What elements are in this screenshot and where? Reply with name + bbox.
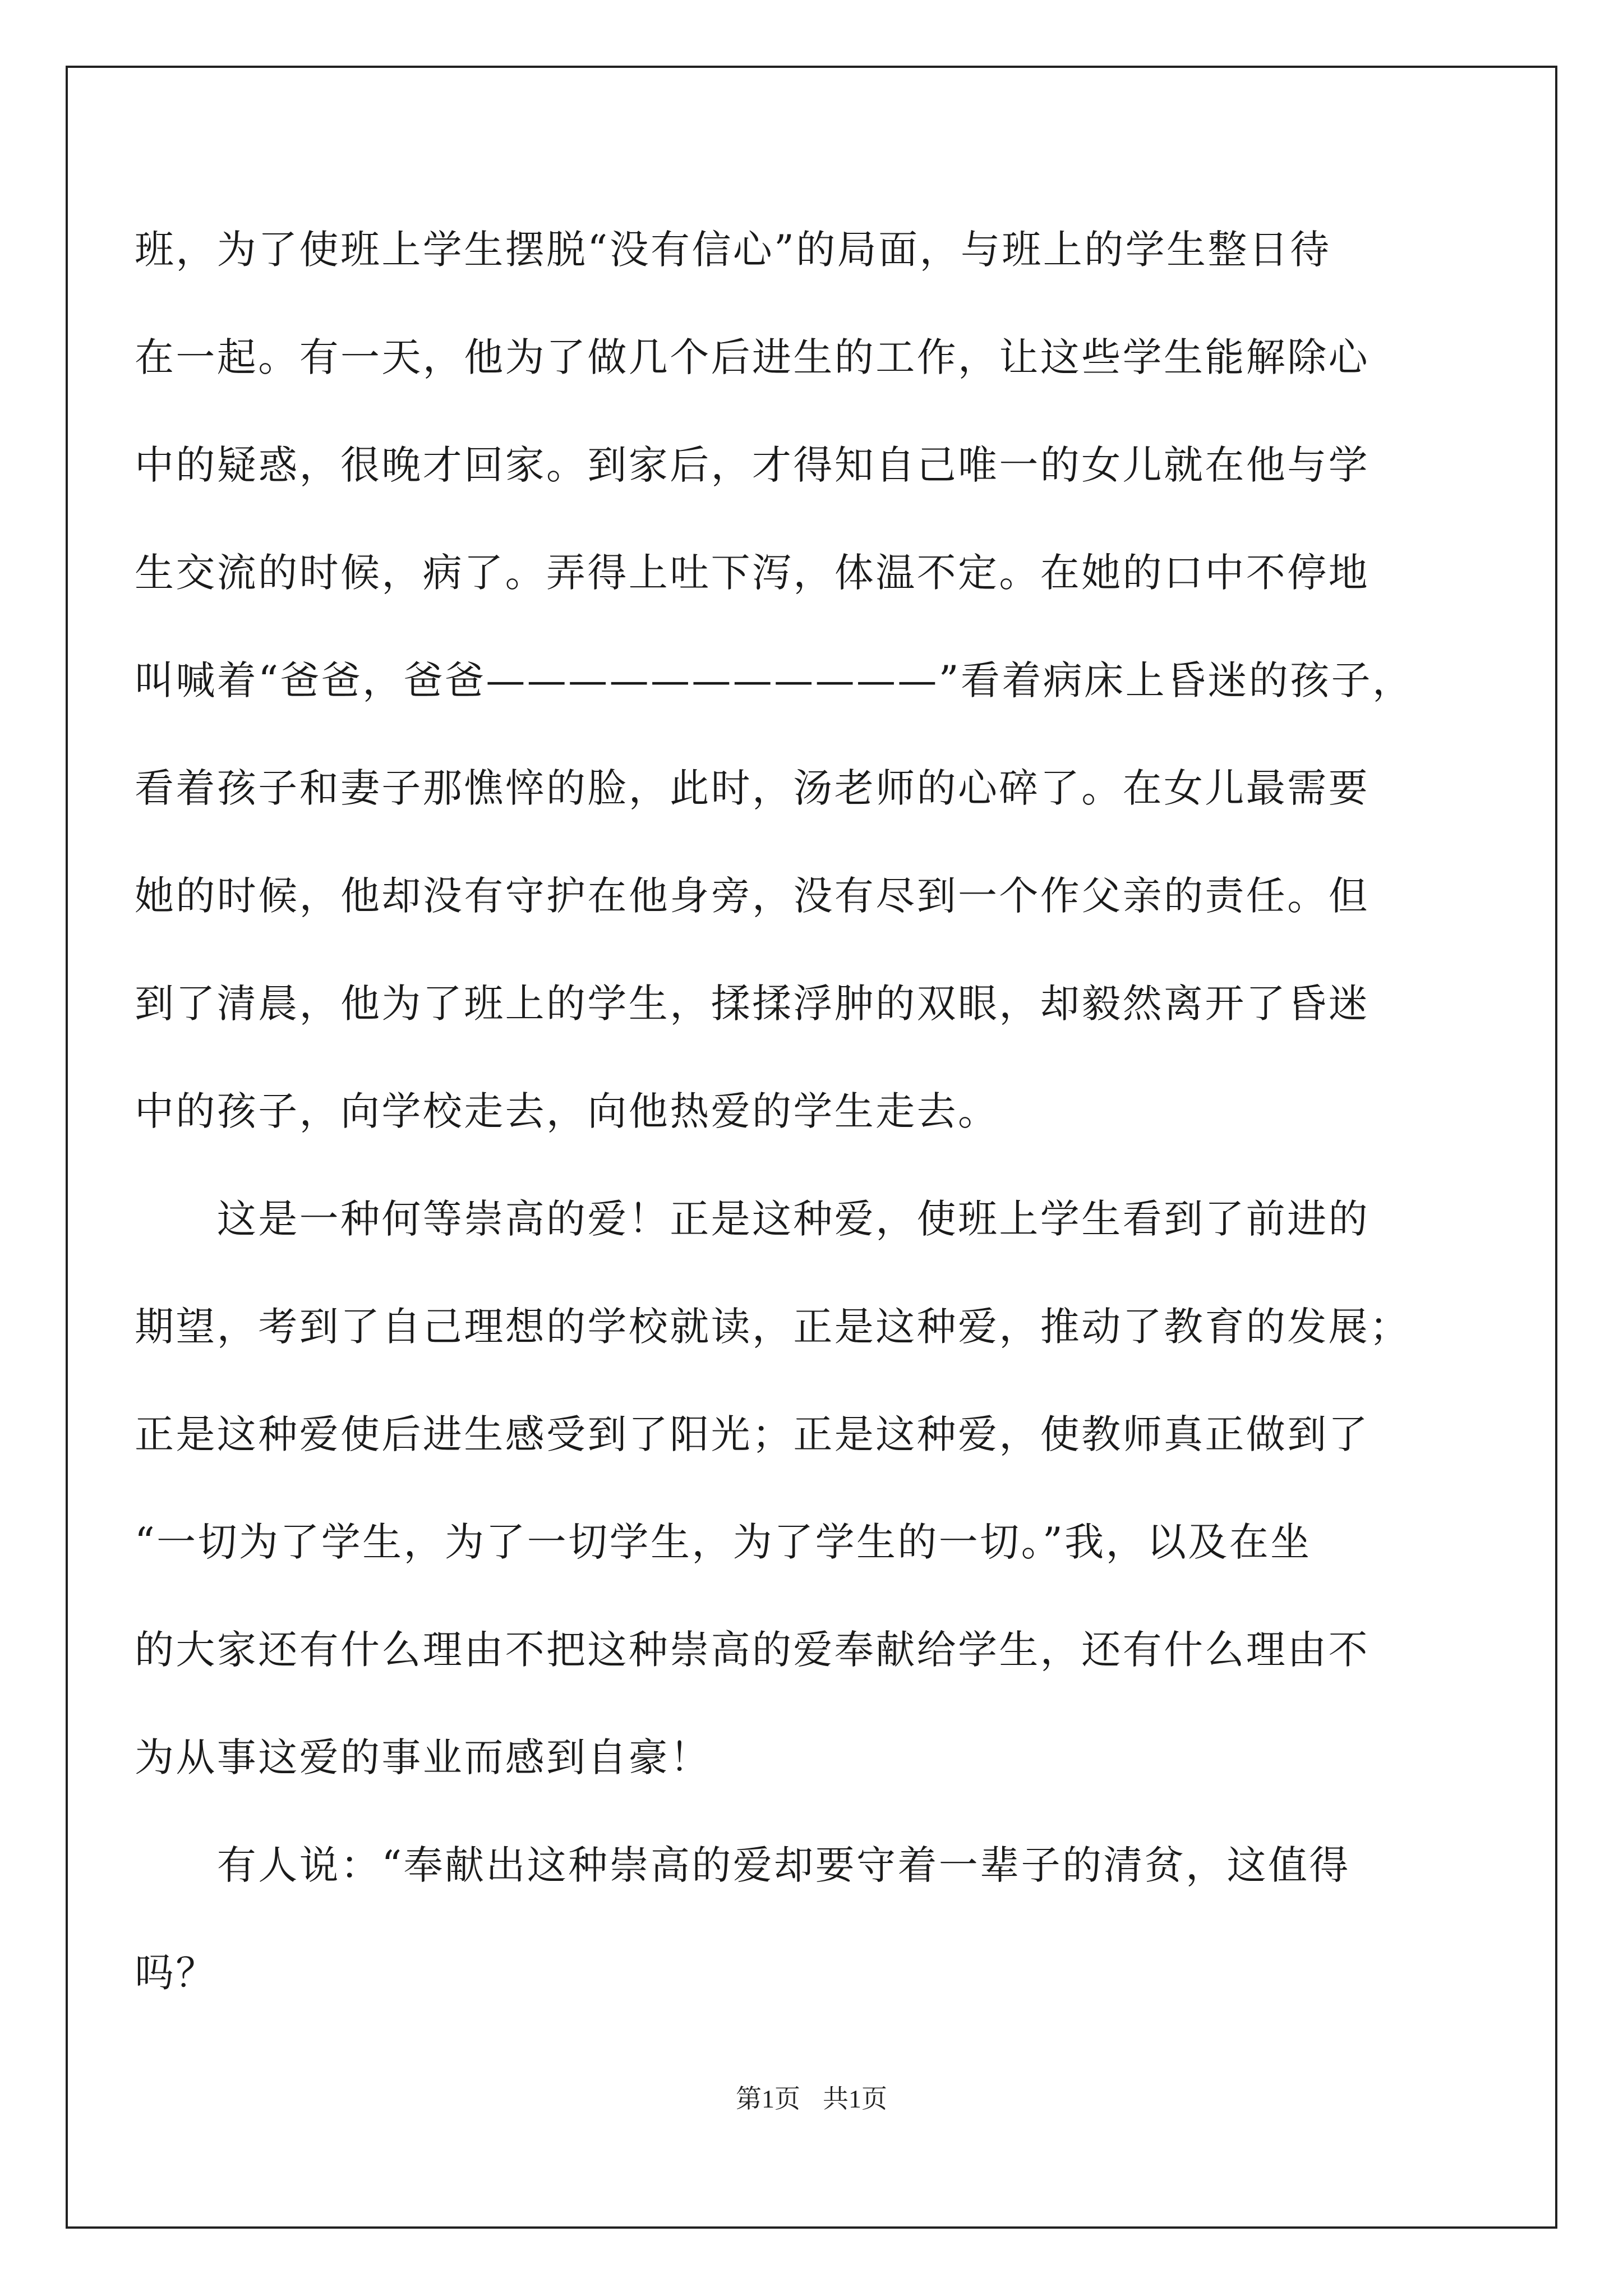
text-line: 吗？ xyxy=(135,1950,217,1996)
page-number: 第1页 xyxy=(736,2085,800,2113)
text-line: 正是这种爱使后进生感受到了阳光；正是这种爱，使教师真正做到了 xyxy=(135,1411,1370,1457)
text-line: 的大家还有什么理由不把这种崇高的爱奉献给学生，还有什么理由不 xyxy=(135,1627,1370,1673)
text-line: 中的疑惑，很晚才回家。到家后，才得知自己唯一的女儿就在他与学 xyxy=(135,442,1370,488)
text-line: 有人说：“奉献出这种崇高的爱却要守着一辈子的清贫，这值得 xyxy=(135,1842,1350,1888)
text-line: 她的时候，他却没有守护在他身旁，没有尽到一个作父亲的责任。但 xyxy=(135,873,1370,919)
page-footer xyxy=(0,2082,1623,2116)
text-line: 叫喊着“爸爸，爸爸———————————”看着病床上昏迷的孩子， xyxy=(135,657,1414,703)
page-total: 共1页 xyxy=(823,2085,887,2113)
text-line: 这是一种何等崇高的爱！正是这种爱，使班上学生看到了前进的 xyxy=(135,1196,1370,1242)
text-line: 期望，考到了自己理想的学校就读，正是这种爱，推动了教育的发展； xyxy=(135,1304,1411,1350)
text-line: 在一起。有一天，他为了做几个后进生的工作，让这些学生能解除心 xyxy=(135,334,1370,380)
text-line: “一切为了学生，为了一切学生，为了学生的一切。”我，以及在坐 xyxy=(135,1519,1312,1565)
text-line: 为从事这爱的事业而感到自豪！ xyxy=(135,1734,711,1780)
text-line: 中的孩子，向学校走去，向他热爱的学生走去。 xyxy=(135,1088,999,1134)
text-line: 班，为了使班上学生摆脱“没有信心”的局面，与班上的学生整日待 xyxy=(135,227,1331,273)
text-line: 生交流的时候，病了。弄得上吐下泻，体温不定。在她的口中不停地 xyxy=(135,550,1370,596)
page-border xyxy=(66,66,1557,2229)
text-line: 到了清晨，他为了班上的学生，揉揉浮肿的双眼，却毅然离开了昏迷 xyxy=(135,981,1370,1027)
text-line: 看着孩子和妻子那憔悴的脸，此时，汤老师的心碎了。在女儿最需要 xyxy=(135,765,1370,811)
